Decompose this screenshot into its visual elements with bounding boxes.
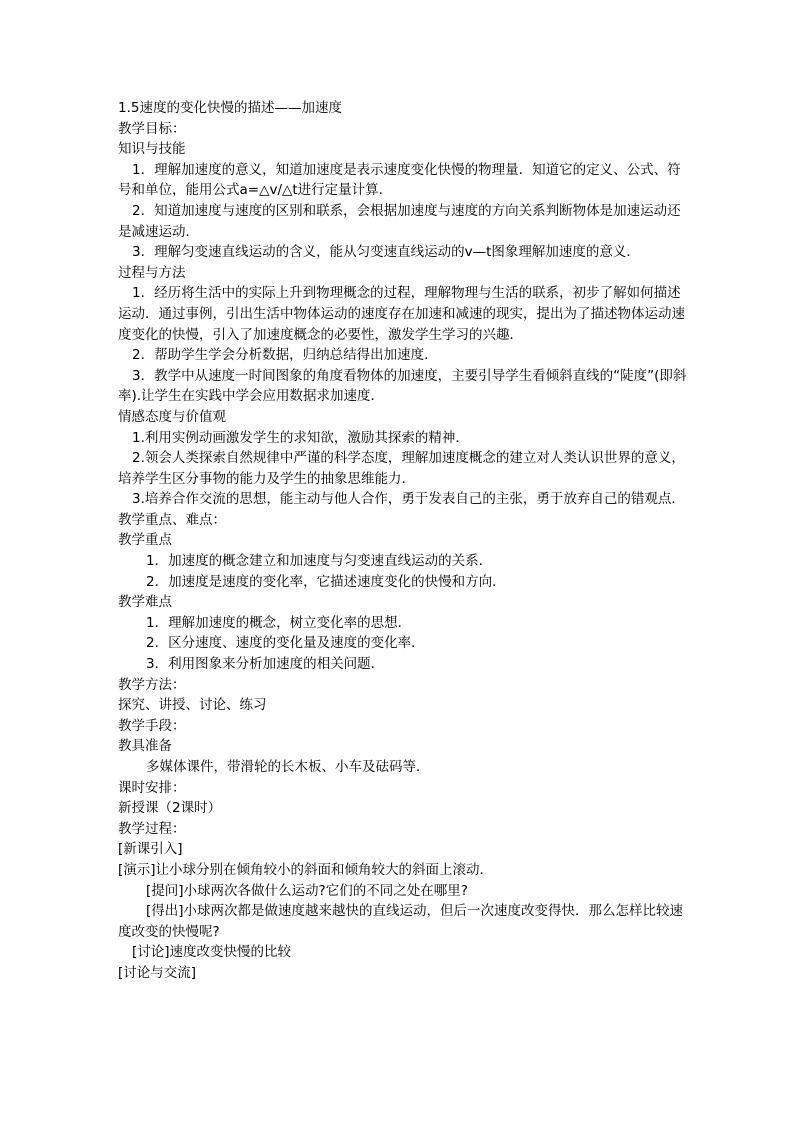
key-point-2: 2．加速度是速度的变化率，它描述速度变化的快慢和方向． — [146, 573, 506, 590]
new-lesson-intro: [新课引入] — [118, 841, 183, 858]
difficult-point-1: 1．理解加速度的概念，树立变化率的思想． — [146, 614, 412, 631]
subheading-key-points: 教学重点 — [118, 532, 172, 549]
goal-process-1: 1．经历将生活中的实际上升到物理概念的过程，理解物理与生活的联系，初步了解如何描述运动．通过事例，引出生活中物体运动的速度存在加速和减速的现实，提出为了描述物体运动速度变化的快慢，引入了加速度概念的必要性，激发学生学习的兴趣． — [118, 285, 685, 343]
goal-attitude-1: 1.利用实例动画激发学生的求知欲，激励其探索的精神． — [132, 429, 469, 446]
section-heading-teaching-methods: 教学方法： — [118, 676, 186, 693]
goal-process-2: 2．帮助学生学会分析数据，归纳总结得出加速度． — [132, 347, 438, 364]
subheading-process-methods: 过程与方法 — [118, 264, 186, 281]
question-text: [提问]小球两次各做什么运动?它们的不同之处在哪里? — [146, 882, 468, 899]
subheading-knowledge-skills: 知识与技能 — [118, 141, 186, 158]
section-heading-key-difficult: 教学重点、难点： — [118, 511, 226, 528]
document-page — [118, 98, 690, 984]
key-point-1: 1．加速度的概念建立和加速度与匀变速直线运动的关系． — [146, 553, 493, 570]
discussion-exchange: [讨论与交流] — [118, 964, 197, 981]
teaching-aids-text: 多媒体课件，带滑轮的长木板、小车及砝码等． — [146, 759, 430, 775]
subheading-difficult-points: 教学难点 — [118, 594, 172, 611]
teaching-methods-text: 探究、讲授、讨论、练习 — [118, 697, 267, 714]
section-heading-teaching-goals: 教学目标： — [118, 120, 186, 137]
goal-process-3: 3．教学中从速度一时间图象的角度看物体的加速度，主要引导学生看倾斜直线的“陡度”(即斜率).让学生在实践中学会应用数据求加速度． — [118, 367, 687, 405]
section-heading-teaching-means: 教学手段： — [118, 717, 186, 734]
conclusion-text: [得出]小球两次都是做速度越来越快的直线运动，但后一次速度改变得快．那么怎样比较速度改变的快慢呢? — [118, 903, 684, 940]
subheading-attitude-values: 情感态度与价值观 — [118, 408, 226, 425]
schedule-text: 新授课（2课时） — [118, 800, 222, 817]
document-title: 1.5速度的变化快慢的描述——加速度 — [118, 100, 342, 116]
difficult-point-2: 2．区分速度、速度的变化量及速度的变化率． — [146, 635, 425, 652]
subheading-teaching-aids: 教具准备 — [118, 738, 172, 755]
section-heading-schedule: 课时安排： — [118, 779, 186, 796]
demo-text: [演示]让小球分别在倾角较小的斜面和倾角较大的斜面上滚动． — [118, 861, 494, 878]
goal-knowledge-2: 2．知道加速度与速度的区别和联系，会根据加速度与速度的方向关系判断物体是加速运动还是减速运动． — [118, 202, 681, 240]
section-heading-process: 教学过程： — [118, 820, 186, 837]
goal-knowledge-1: 1．理解加速度的意义，知道加速度是表示速度变化快慢的物理量．知道它的定义、公式、符号和单位，能用公式a=△v/△t进行定量计算． — [118, 161, 681, 199]
difficult-point-3: 3．利用图象来分析加速度的相关问题． — [146, 656, 385, 673]
goal-knowledge-3: 3．理解匀变速直线运动的含义，能从匀变速直线运动的v—t图象理解加速度的意义． — [132, 244, 640, 261]
discussion-text: [讨论]速度改变快慢的比较 — [132, 944, 292, 961]
goal-attitude-3: 3.培养合作交流的思想，能主动与他人合作，勇于发表自己的主张，勇于放弃自己的错观点． — [132, 491, 685, 508]
goal-attitude-2: 2.领会人类探索自然规律中严谨的科学态度，理解加速度概念的建立对人类认识世界的意义，培养学生区分事物的能力及学生的抽象思维能力． — [118, 450, 685, 487]
